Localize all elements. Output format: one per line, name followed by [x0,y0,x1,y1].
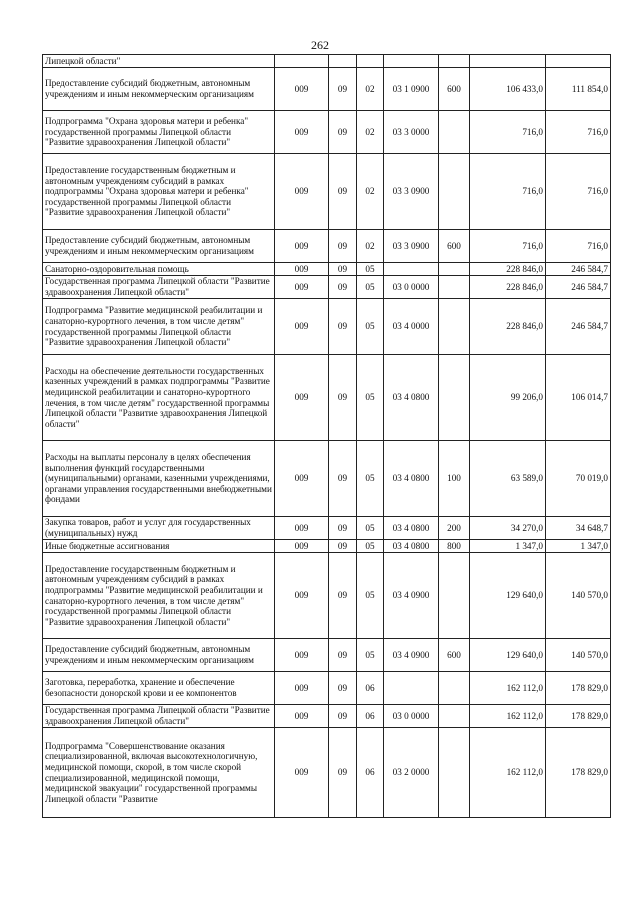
ministry-code: 009 [275,68,329,111]
amount-year-2 [546,55,611,68]
ministry-code: 009 [275,154,329,230]
row-name: Предоставление государственным бюджетным и автономным учреждениям субсидий в рамках подпрограммы "Охрана здоровья матери и ребенка" государственной программы Липецкой области "Развитие здравоохранения Липецкой области" [43,154,275,230]
section-code: 09 [329,230,357,263]
expense-type: 100 [439,441,470,517]
budget-table [42,54,611,818]
table-row [43,263,611,276]
table-row [43,230,611,263]
amount-year-1: 228 846,0 [470,276,546,299]
section-code: 09 [329,728,357,818]
target-article: 03 4 0800 [384,540,439,553]
subsection-code: 02 [357,154,384,230]
row-name: Закупка товаров, работ и услуг для государственных (муниципальных) нужд [43,517,275,540]
amount-year-2: 716,0 [546,154,611,230]
row-name: Государственная программа Липецкой области "Развитие здравоохранения Липецкой области" [43,276,275,299]
table-row [43,517,611,540]
section-code [329,55,357,68]
amount-year-2: 111 854,0 [546,68,611,111]
target-article: 03 4 0000 [384,299,439,355]
amount-year-2: 246 584,7 [546,263,611,276]
row-name: Подпрограмма "Совершенствование оказания специализированной, включая высокотехнологичную, медицинской помощи, скорой, в том числе скорой специализированной, медицинской помощи, медицинской эвакуации" государственной программы Липецкой области "Развитие [43,728,275,818]
ministry-code: 009 [275,517,329,540]
amount-year-1 [470,55,546,68]
table-row [43,111,611,154]
target-article: 03 0 0000 [384,705,439,728]
section-code: 09 [329,517,357,540]
target-article [384,263,439,276]
target-article [384,55,439,68]
amount-year-2: 70 019,0 [546,441,611,517]
target-article: 03 4 0800 [384,441,439,517]
section-code: 09 [329,553,357,639]
amount-year-2: 140 570,0 [546,639,611,672]
subsection-code: 02 [357,111,384,154]
ministry-code: 009 [275,639,329,672]
target-article: 03 0 0000 [384,276,439,299]
row-name: Расходы на выплаты персоналу в целях обеспечения выполнения функций государственными (муниципальными) органами, казенными учреждениями, органами управления государственными внебюджетными фондами [43,441,275,517]
amount-year-2: 178 829,0 [546,705,611,728]
subsection-code: 05 [357,299,384,355]
amount-year-1: 129 640,0 [470,639,546,672]
target-article: 03 2 0000 [384,728,439,818]
row-name: Подпрограмма "Развитие медицинской реабилитации и санаторно-курортного лечения, в том числе детям" государственной программы Липецкой области "Развитие здравоохранения Липецкой области" [43,299,275,355]
table-row [43,276,611,299]
section-code: 09 [329,672,357,705]
table-row [43,441,611,517]
subsection-code: 05 [357,263,384,276]
row-name: Заготовка, переработка, хранение и обеспечение безопасности донорской крови и ее компонентов [43,672,275,705]
expense-type [439,299,470,355]
row-name: Санаторно-оздоровительная помощь [43,263,275,276]
amount-year-1: 162 112,0 [470,672,546,705]
expense-type: 600 [439,639,470,672]
amount-year-2: 246 584,7 [546,299,611,355]
row-name: Предоставление субсидий бюджетным, автономным учреждениям и иным некоммерческим организациям [43,230,275,263]
row-name: Подпрограмма "Охрана здоровья матери и ребенка" государственной программы Липецкой области "Развитие здравоохранения Липецкой области" [43,111,275,154]
subsection-code: 06 [357,672,384,705]
amount-year-1: 63 589,0 [470,441,546,517]
expense-type: 600 [439,230,470,263]
subsection-code: 02 [357,68,384,111]
section-code: 09 [329,154,357,230]
amount-year-1: 129 640,0 [470,553,546,639]
row-name: Предоставление субсидий бюджетным, автономным учреждениям и иным некоммерческим организациям [43,639,275,672]
expense-type [439,154,470,230]
amount-year-1: 228 846,0 [470,299,546,355]
section-code: 09 [329,68,357,111]
ministry-code: 009 [275,276,329,299]
amount-year-1: 716,0 [470,230,546,263]
expense-type [439,705,470,728]
amount-year-1: 34 270,0 [470,517,546,540]
subsection-code: 05 [357,639,384,672]
table-row [43,639,611,672]
table-row [43,553,611,639]
subsection-code: 05 [357,540,384,553]
subsection-code: 05 [357,276,384,299]
expense-type: 200 [439,517,470,540]
amount-year-2: 178 829,0 [546,728,611,818]
amount-year-1: 162 112,0 [470,728,546,818]
row-name: Липецкой области" [43,55,275,68]
amount-year-2: 106 014,7 [546,355,611,441]
expense-type [439,263,470,276]
section-code: 09 [329,441,357,517]
subsection-code: 05 [357,441,384,517]
subsection-code: 06 [357,728,384,818]
section-code: 09 [329,639,357,672]
target-article: 03 4 0900 [384,553,439,639]
table-row [43,68,611,111]
amount-year-2: 34 648,7 [546,517,611,540]
target-article: 03 4 0800 [384,355,439,441]
row-name: Государственная программа Липецкой области "Развитие здравоохранения Липецкой области" [43,705,275,728]
section-code: 09 [329,355,357,441]
amount-year-1: 716,0 [470,154,546,230]
page-number: 262 [311,38,329,52]
section-code: 09 [329,263,357,276]
row-name: Расходы на обеспечение деятельности государственных казенных учреждений в рамках подпрограммы "Развитие медицинской реабилитации и санаторно-курортного лечения, в том числе детям" государственной программы Липецкой области "Развитие здравоохранения Липецкой области" [43,355,275,441]
amount-year-2: 716,0 [546,111,611,154]
expense-type [439,111,470,154]
ministry-code: 009 [275,672,329,705]
ministry-code: 009 [275,540,329,553]
expense-type: 800 [439,540,470,553]
ministry-code: 009 [275,299,329,355]
subsection-code: 06 [357,705,384,728]
ministry-code: 009 [275,728,329,818]
amount-year-2: 178 829,0 [546,672,611,705]
ministry-code: 009 [275,355,329,441]
ministry-code: 009 [275,553,329,639]
target-article: 03 3 0900 [384,230,439,263]
row-name: Предоставление государственным бюджетным и автономным учреждениям субсидий в рамках подпрограммы "Развитие медицинской реабилитации и санаторно-курортного лечения, в том числе детям" государственной программы Липецкой области "Развитие здравоохранения Липецкой области" [43,553,275,639]
target-article: 03 3 0000 [384,111,439,154]
amount-year-1: 1 347,0 [470,540,546,553]
section-code: 09 [329,705,357,728]
target-article: 03 3 0900 [384,154,439,230]
row-name: Предоставление субсидий бюджетным, автономным учреждениям и иным некоммерческим организациям [43,68,275,111]
ministry-code: 009 [275,441,329,517]
subsection-code: 05 [357,553,384,639]
expense-type [439,728,470,818]
amount-year-2: 1 347,0 [546,540,611,553]
table-row [43,154,611,230]
table-row [43,540,611,553]
table-row [43,355,611,441]
amount-year-1: 99 206,0 [470,355,546,441]
expense-type: 600 [439,68,470,111]
expense-type [439,355,470,441]
ministry-code: 009 [275,230,329,263]
section-code: 09 [329,299,357,355]
subsection-code: 05 [357,517,384,540]
subsection-code [357,55,384,68]
section-code: 09 [329,111,357,154]
target-article: 03 1 0900 [384,68,439,111]
subsection-code: 02 [357,230,384,263]
ministry-code [275,55,329,68]
target-article [384,672,439,705]
ministry-code: 009 [275,705,329,728]
target-article: 03 4 0800 [384,517,439,540]
ministry-code: 009 [275,263,329,276]
ministry-code: 009 [275,111,329,154]
table-row [43,728,611,818]
expense-type [439,55,470,68]
subsection-code: 05 [357,355,384,441]
expense-type [439,276,470,299]
table-row [43,672,611,705]
expense-type [439,672,470,705]
section-code: 09 [329,540,357,553]
table-row [43,705,611,728]
target-article: 03 4 0900 [384,639,439,672]
amount-year-1: 228 846,0 [470,263,546,276]
amount-year-1: 106 433,0 [470,68,546,111]
expense-type [439,553,470,639]
amount-year-2: 246 584,7 [546,276,611,299]
section-code: 09 [329,276,357,299]
table-row [43,55,611,68]
amount-year-2: 716,0 [546,230,611,263]
table-body [43,55,611,818]
table-row [43,299,611,355]
row-name: Иные бюджетные ассигнования [43,540,275,553]
amount-year-2: 140 570,0 [546,553,611,639]
amount-year-1: 162 112,0 [470,705,546,728]
amount-year-1: 716,0 [470,111,546,154]
